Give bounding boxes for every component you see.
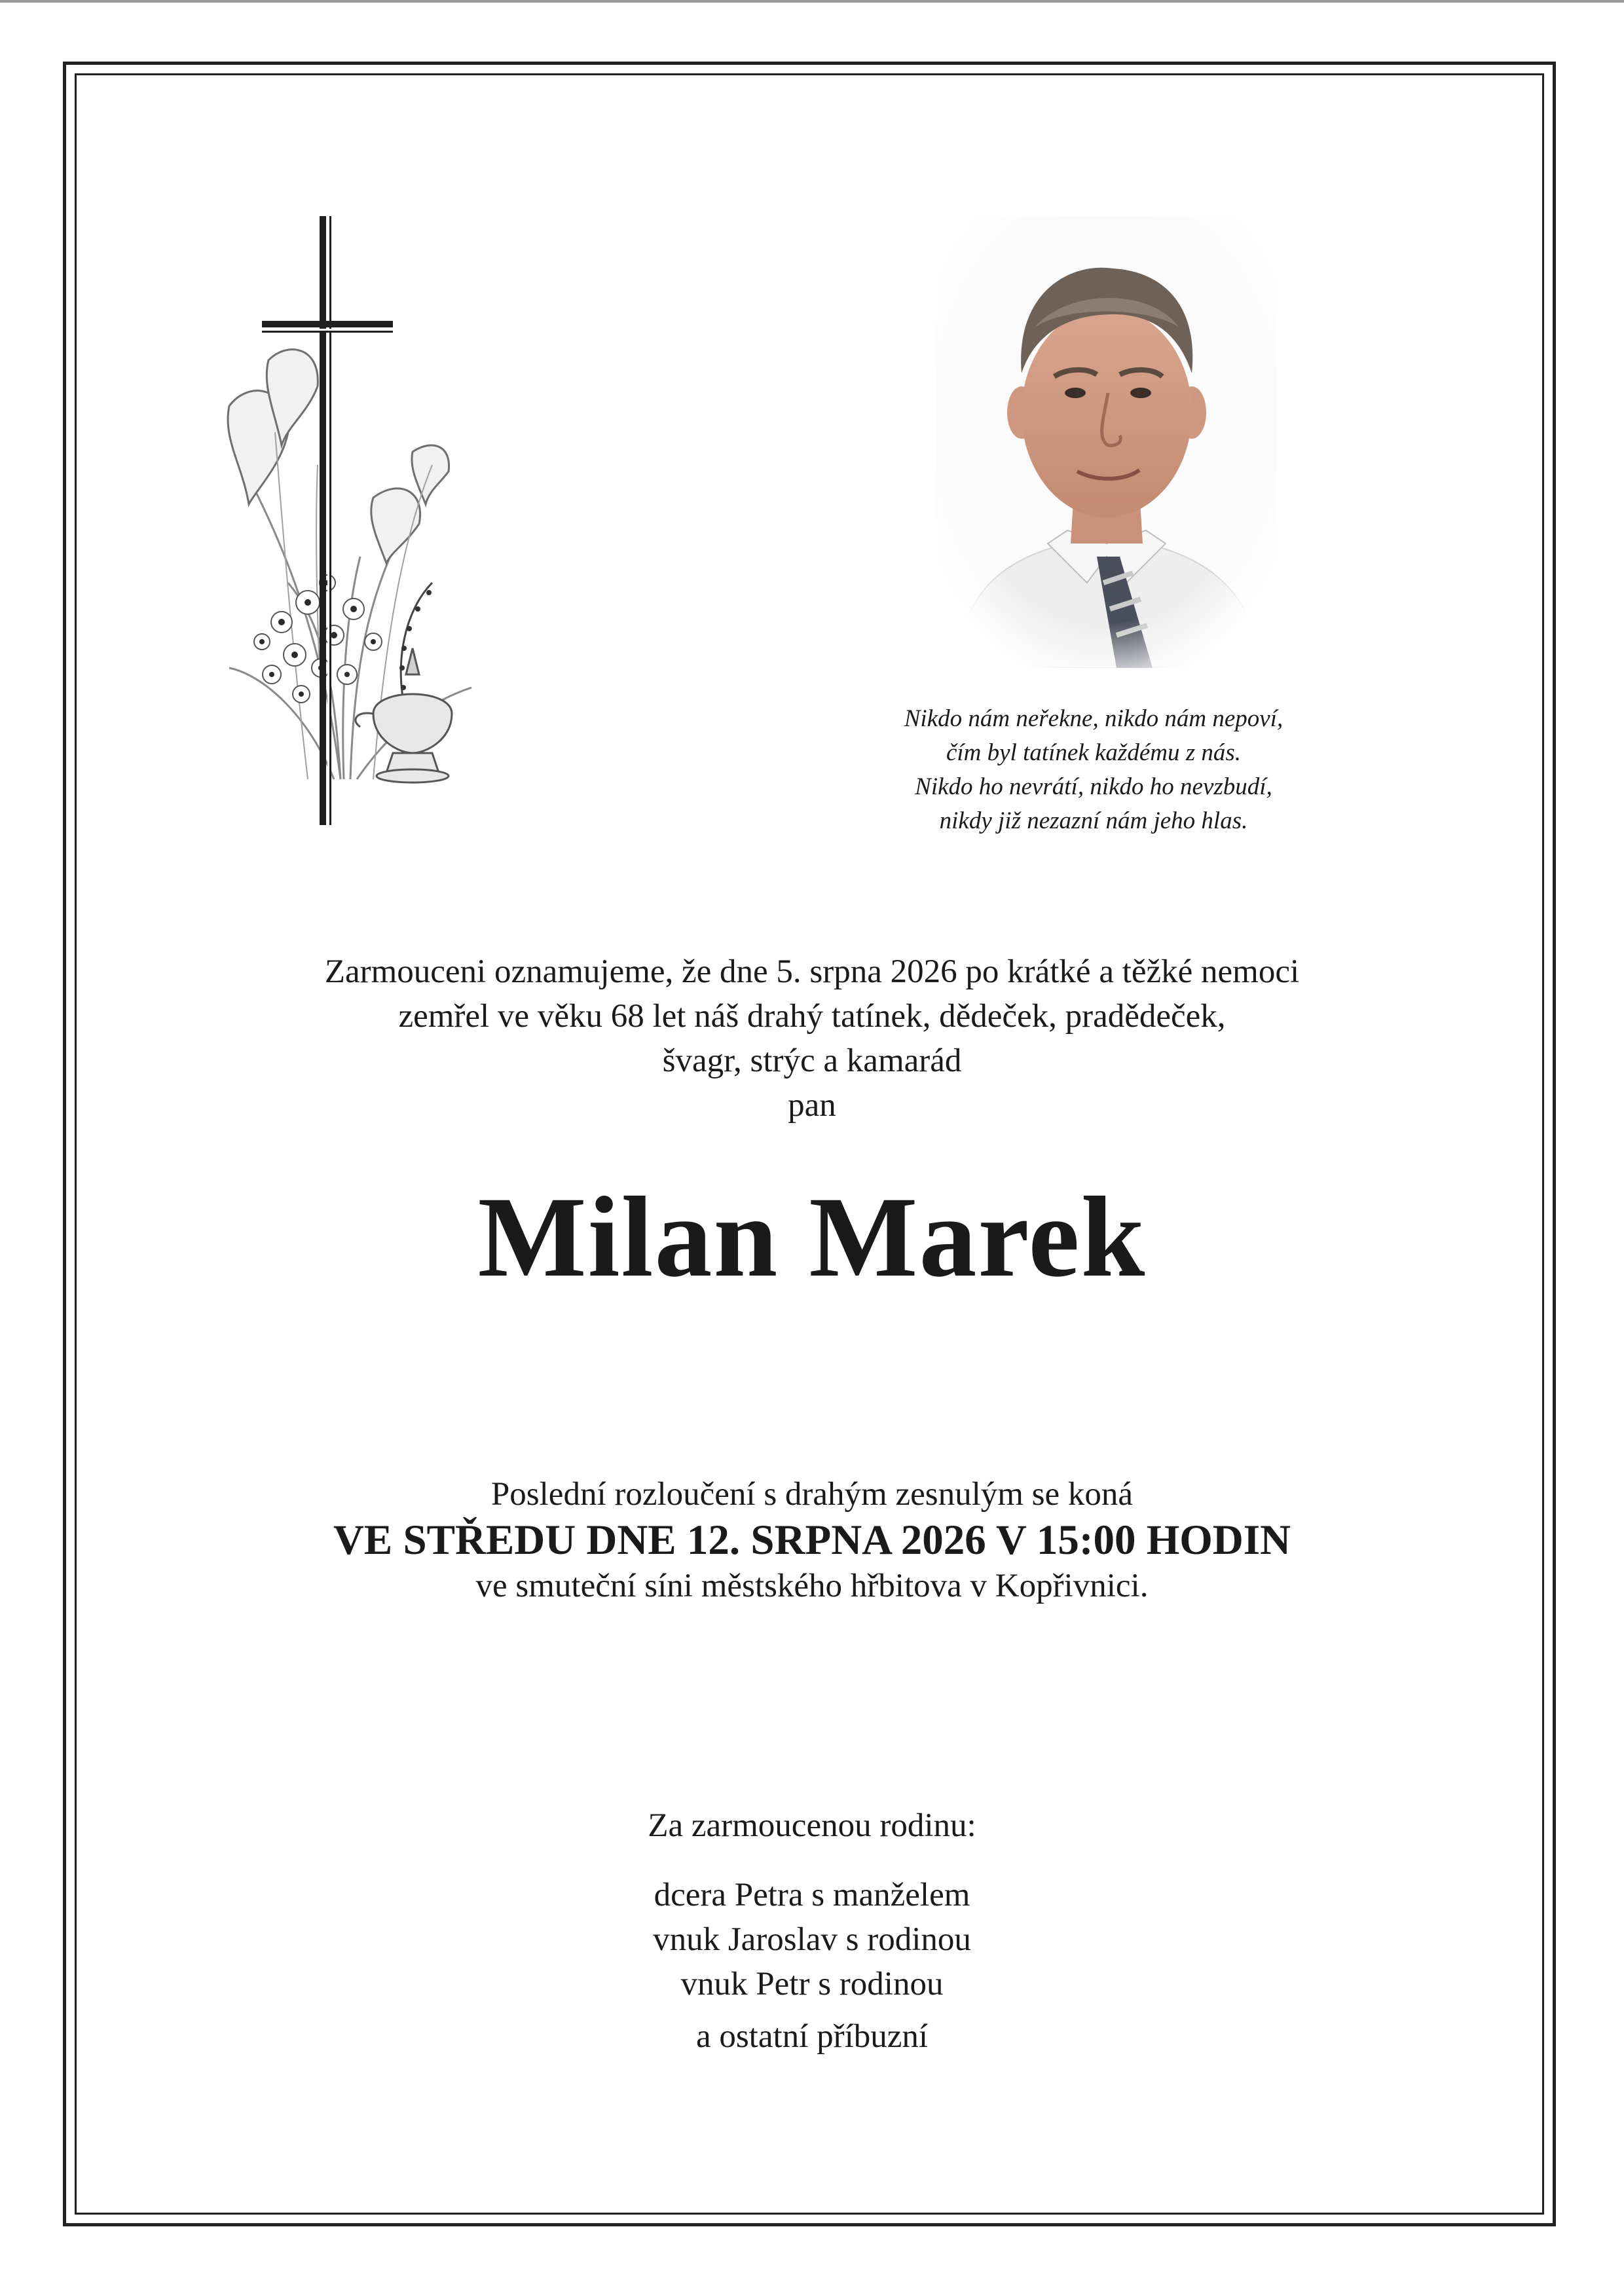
poem-line: nikdy již nezazní nám jeho hlas.: [939, 807, 1248, 834]
family-closing: a ostatní příbuzní: [695, 2018, 929, 2055]
family-heading: Za zarmoucenou rodinu:: [648, 1807, 976, 1844]
funeral-details: [131, 1473, 1493, 1607]
announcement-line: švagr, strýc a kamarád: [662, 1042, 962, 1079]
poem-line: Nikdo ho nevrátí, nikdo ho nevzbudí,: [915, 773, 1272, 800]
portrait-photo: [936, 216, 1277, 668]
funeral-place: ve smuteční síni městského hřbitova v Kopřivnici.: [475, 1568, 1149, 1604]
announcement-line: zemřel ve věku 68 let náš drahý tatínek, dědeček, pradědeček,: [398, 998, 1226, 1035]
family-member: dcera Petra s manželem: [654, 1877, 970, 1913]
family-member: vnuk Petr s rodinou: [680, 1966, 944, 2002]
family-member: vnuk Jaroslav s rodinou: [653, 1921, 971, 1958]
funeral-date-time: VE STŘEDU DNE 12. SRPNA 2026 V 15:00 HODIN: [333, 1517, 1291, 1564]
cross-with-lilies-icon: [210, 216, 498, 825]
memorial-poem: [812, 702, 1375, 838]
farewell-intro: Poslední rozloučení s drahým zesnulým se koná: [490, 1476, 1134, 1513]
family-signature: [131, 1805, 1493, 2059]
scan-edge: [0, 0, 1624, 3]
deceased-name: Milan Marek: [477, 1173, 1147, 1301]
poem-line: čím byl tatínek každému z nás.: [946, 739, 1242, 766]
announcement-line: pan: [788, 1087, 836, 1124]
poem-line: Nikdo nám neřekne, nikdo nám nepoví,: [904, 705, 1283, 732]
death-announcement: [131, 949, 1493, 1128]
announcement-line: Zarmouceni oznamujeme, že dne 5. srpna 2026 po krátké a těžké nemoci: [324, 953, 1300, 990]
